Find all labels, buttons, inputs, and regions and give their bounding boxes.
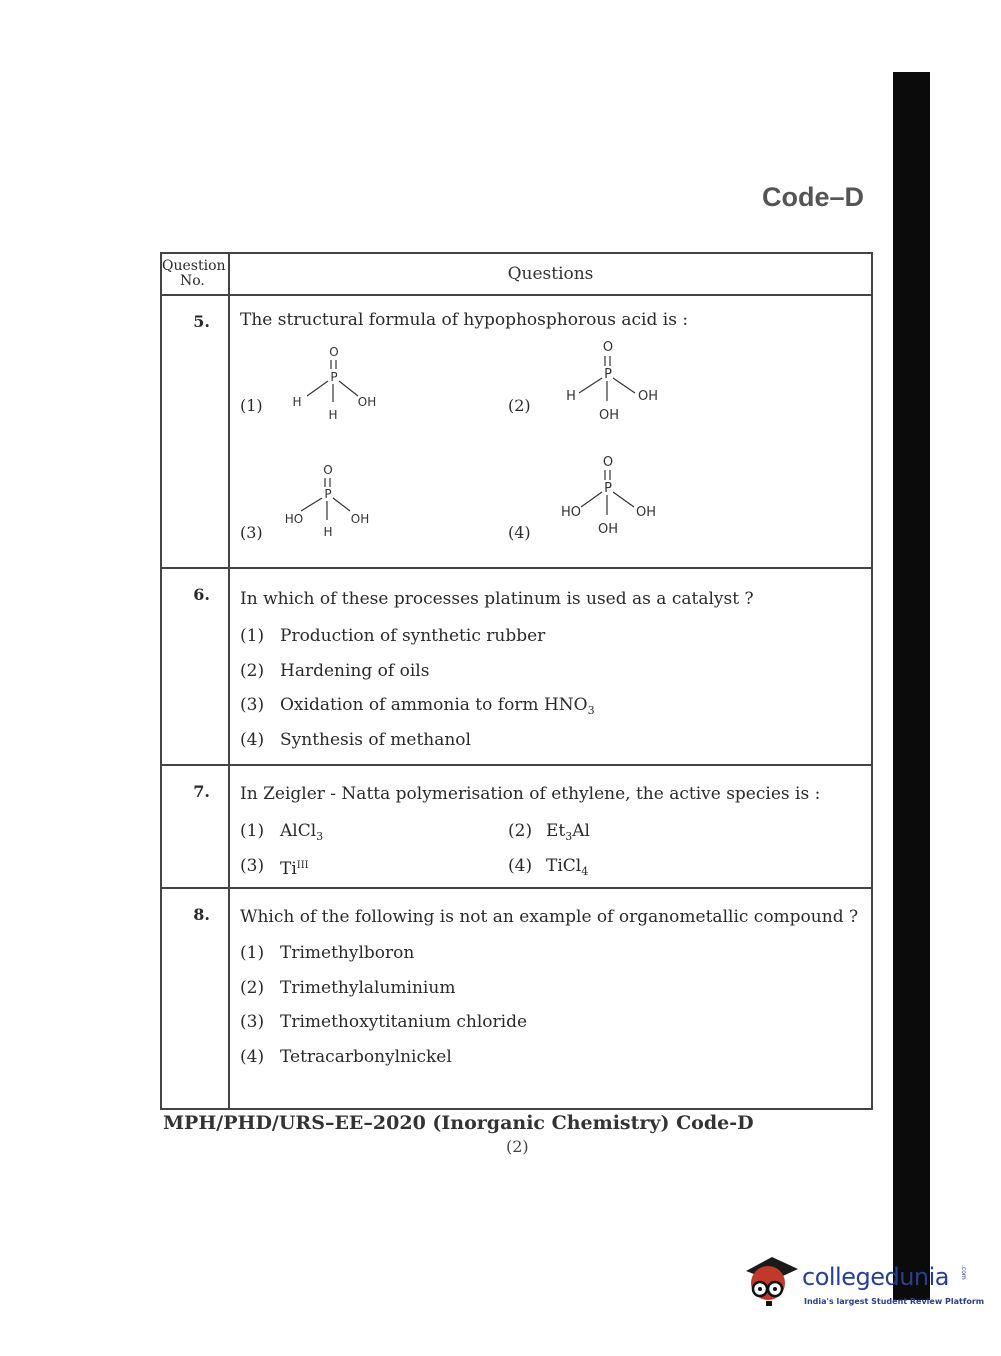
questions-table (160, 252, 873, 1110)
option-number: (1) (240, 396, 263, 415)
question-cell (229, 765, 872, 888)
atom-label: H (566, 389, 576, 404)
option-4: (4) TiCl$_4$ (508, 855, 589, 878)
brand-name: collegedunia (802, 1263, 950, 1291)
option-4: (4) Synthesis of methanol (240, 729, 471, 750)
question-number: 8. (161, 888, 229, 1109)
question-cell (229, 888, 872, 1109)
question-row-6 (161, 568, 872, 765)
brand-domain: .com (960, 1265, 967, 1280)
option-number: (2) (508, 396, 531, 415)
structure-2-diagram (555, 335, 675, 435)
option-2: (2) Hardening of oils (240, 660, 430, 681)
options-row-2 (240, 849, 871, 884)
atom-label: H (323, 525, 333, 539)
question-text: In Zeigler - Natta polymerisation of ethylene, the active species is : (240, 784, 821, 804)
brand-tagline: India's largest Student Review Platform (804, 1297, 985, 1306)
table-header-row (161, 253, 872, 295)
option-3: (3) $Ti^{III}$ (240, 855, 309, 879)
question-text: Which of the following is not an example of organometallic compound ? (240, 907, 859, 927)
option-3: (3) Trimethoxytitanium chloride (240, 1012, 528, 1032)
option-number: (4) (508, 523, 531, 542)
option-1: (1) AlCl$_3$ (240, 821, 324, 843)
option-number: (3) (240, 523, 263, 542)
atom-label: HO (284, 512, 304, 526)
atom-label: P (330, 370, 338, 384)
structure-3-diagram (280, 456, 400, 556)
question-number: 7. (161, 765, 229, 888)
option-3: (3) Oxidation of ammonia to form $HNO_3$ (240, 695, 595, 717)
atom-label: O (602, 455, 614, 470)
footer-exam-code: MPH/PHD/URS–EE–2020 (Inorganic Chemistry) Code-D (163, 1112, 754, 1134)
question-row-8 (161, 888, 872, 1109)
header-question-no: Question No. (161, 253, 229, 295)
atom-label: OH (598, 408, 620, 423)
atom-label: OH (597, 522, 619, 537)
question-number: 6. (161, 568, 229, 765)
option-2: (2) $Et_3Al$ (508, 821, 590, 843)
atom-label: H (328, 408, 338, 422)
code-label: Code–D (762, 182, 865, 212)
atom-label: OH (637, 389, 659, 404)
option-2: (2) Trimethylaluminium (240, 977, 456, 998)
options-row-1 (240, 814, 871, 849)
question-cell (229, 568, 872, 765)
page-number: (2) (506, 1137, 529, 1156)
header-questions: Questions (229, 253, 872, 295)
question-row-7 (161, 765, 872, 888)
atom-label: P (604, 481, 612, 496)
question-text: The structural formula of hypophosphorous acid is : (240, 310, 689, 330)
question-number: 5. (161, 295, 229, 568)
atom-label: H (292, 395, 302, 409)
option-1: (1) Trimethylboron (240, 943, 415, 963)
atom-label: O (323, 463, 333, 477)
atom-label: HO (560, 505, 582, 520)
option-1: (1) Production of synthetic rubber (240, 626, 546, 646)
atom-label: OH (350, 512, 370, 526)
atom-label: OH (635, 505, 657, 520)
mascot-icon (742, 1251, 800, 1311)
structure-options (240, 331, 871, 567)
scan-edge-bar (893, 72, 930, 1300)
atom-label: O (602, 340, 614, 355)
atom-label: O (329, 345, 339, 359)
atom-label: P (604, 367, 612, 382)
question-cell (229, 295, 872, 568)
structure-1-diagram (280, 343, 400, 443)
structure-4-diagram (555, 449, 675, 549)
question-row-5 (161, 295, 872, 568)
option-4: (4) Tetracarbonylnickel (240, 1046, 452, 1067)
atom-label: P (324, 487, 332, 501)
atom-label: OH (357, 395, 377, 409)
question-text: In which of these processes platinum is used as a catalyst ? (240, 589, 754, 609)
collegedunia-logo (742, 1251, 985, 1313)
